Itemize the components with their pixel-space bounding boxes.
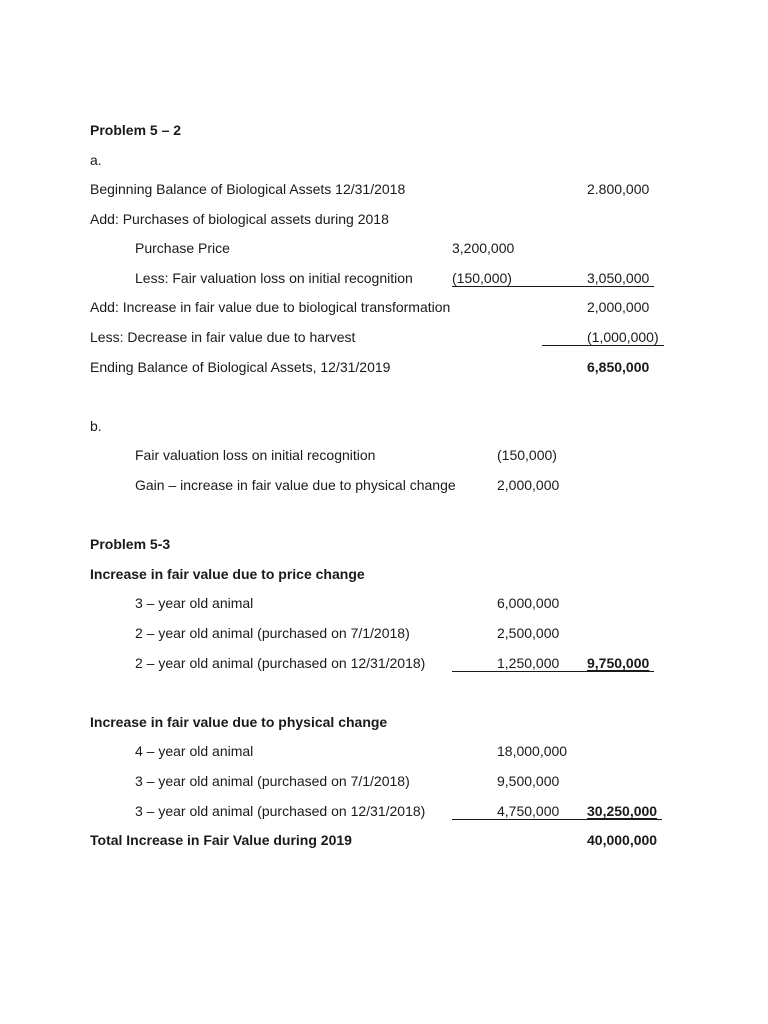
part-a-label: a. <box>90 152 102 168</box>
grand-total-value: 40,000,000 <box>587 832 658 848</box>
phys-row-value: 4,750,000 <box>497 803 560 819</box>
ending-balance-label: Ending Balance of Biological Assets, 12/31/2019 <box>90 359 391 375</box>
ending-balance-value: 6,850,000 <box>587 359 650 375</box>
add-purchases-label: Add: Purchases of biological assets during 2018 <box>90 211 389 227</box>
b-gain-value: 2,000,000 <box>497 477 560 493</box>
net-purchases-value: 3,050,000 <box>587 270 650 286</box>
phys-row-value: 9,500,000 <box>497 773 560 789</box>
price-row-label: 2 – year old animal (purchased on 7/1/2018) <box>135 625 410 641</box>
grand-total-label: Total Increase in Fair Value during 2019 <box>90 832 352 848</box>
increase-biological-label: Add: Increase in fair value due to biological transformation <box>90 299 451 315</box>
price-change-total: 9,750,000 <box>587 655 650 671</box>
phys-row-value: 18,000,000 <box>497 743 568 759</box>
b-gain-label: Gain – increase in fair value due to physical change <box>135 477 456 493</box>
b-loss-value: (150,000) <box>497 447 557 463</box>
problem-5-3-title: Problem 5-3 <box>90 536 171 552</box>
price-row-value: 6,000,000 <box>497 595 560 611</box>
beginning-balance-label: Beginning Balance of Biological Assets 12/31/2018 <box>90 181 406 197</box>
price-row-label: 3 – year old animal <box>135 595 254 611</box>
problem-5-2-title: Problem 5 – 2 <box>90 122 182 138</box>
fair-valuation-loss-value: (150,000) <box>452 270 512 286</box>
price-change-heading: Increase in fair value due to price change <box>90 566 365 582</box>
increase-biological-value: 2,000,000 <box>587 299 650 315</box>
physical-change-total: 30,250,000 <box>587 803 658 819</box>
beginning-balance-value: 2.800,000 <box>587 181 650 197</box>
phys-row-label: 4 – year old animal <box>135 743 254 759</box>
purchase-price-value: 3,200,000 <box>452 240 515 256</box>
decrease-harvest-label: Less: Decrease in fair value due to harvest <box>90 329 356 345</box>
b-loss-label: Fair valuation loss on initial recognition <box>135 447 376 463</box>
physical-change-heading: Increase in fair value due to physical change <box>90 714 388 730</box>
phys-row-label: 3 – year old animal (purchased on 7/1/2018) <box>135 773 410 789</box>
decrease-harvest-value: (1,000,000) <box>587 329 659 345</box>
price-row-value: 2,500,000 <box>497 625 560 641</box>
fair-valuation-loss-label: Less: Fair valuation loss on initial recognition <box>135 270 413 286</box>
purchase-price-label: Purchase Price <box>135 240 230 256</box>
price-row-value: 1,250,000 <box>497 655 560 671</box>
price-row-label: 2 – year old animal (purchased on 12/31/2018) <box>135 655 426 671</box>
part-b-label: b. <box>90 418 102 434</box>
phys-row-label: 3 – year old animal (purchased on 12/31/2018) <box>135 803 426 819</box>
